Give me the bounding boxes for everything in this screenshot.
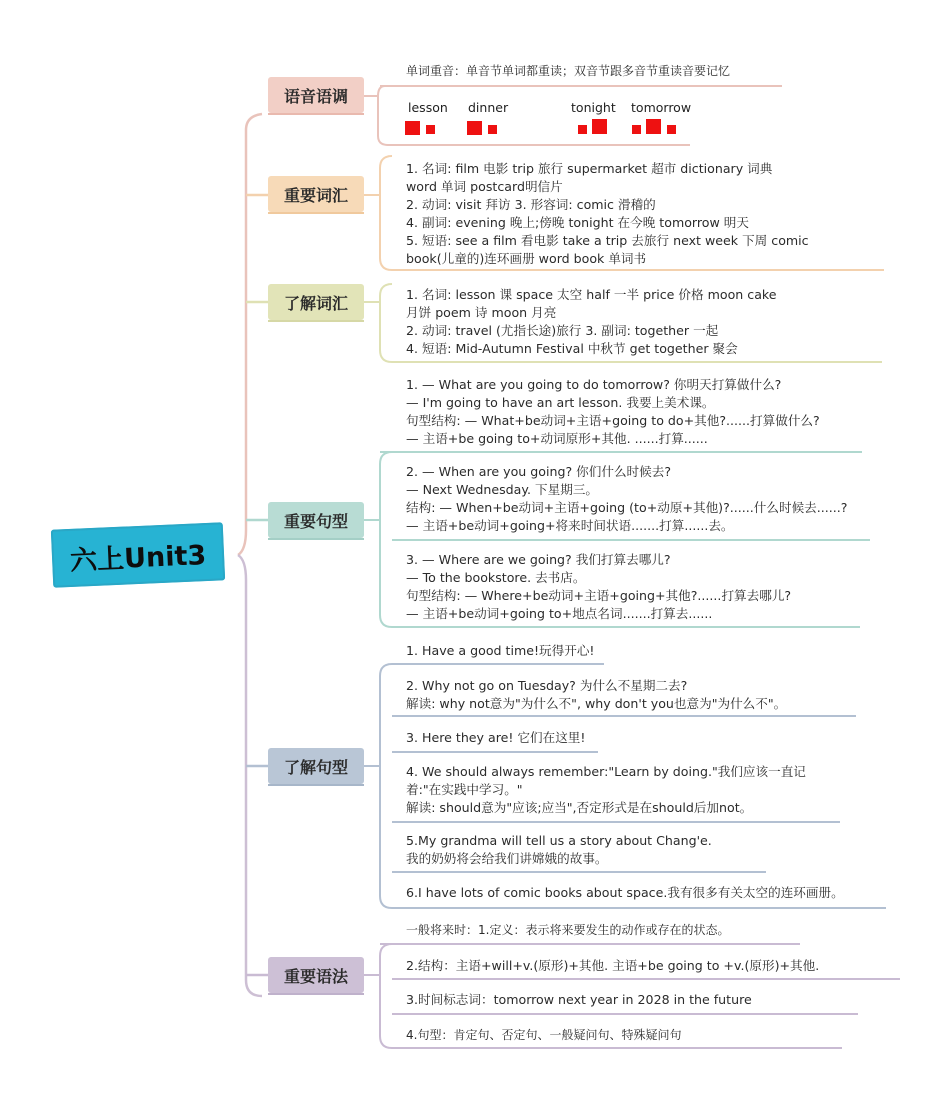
stress-mark-strong bbox=[646, 119, 661, 134]
key-vocab-line: 1. 名词: film 电影 trip 旅行 supermarket 超市 dictionary 词典 bbox=[406, 161, 773, 176]
key-sentence-1 bbox=[406, 376, 820, 448]
sentence-line: — 主语+be动词+going+将来时间状语.......打算......去。 bbox=[406, 518, 734, 533]
key-vocab-line: 5. 短语: see a film 看电影 take a trip 去旅行 next week 下周 comic bbox=[406, 233, 809, 248]
branch-key-vocab: 重要词汇 bbox=[268, 176, 364, 212]
known-vocab-line: 2. 动词: travel (尤指长途)旅行 3. 副词: together 一起 bbox=[406, 323, 719, 338]
sentence-line: 2. — When are you going? 你们什么时候去? bbox=[406, 464, 671, 479]
sentence-line: 着:"在实践中学习。" bbox=[406, 782, 523, 797]
stress-mark-weak bbox=[632, 125, 641, 134]
known-sentence-3: 3. Here they are! 它们在这里! bbox=[406, 730, 586, 745]
stress-mark-weak bbox=[578, 125, 587, 134]
sentence-line: — To the bookstore. 去书店。 bbox=[406, 570, 586, 585]
phonetics-rule: 单词重音：单音节单词都重读；双音节跟多音节重读音要记忆 bbox=[406, 64, 731, 78]
stress-mark-strong bbox=[467, 121, 482, 135]
key-sentence-3 bbox=[406, 551, 791, 623]
word-tonight: tonight bbox=[571, 100, 616, 115]
known-sentence-4 bbox=[406, 763, 806, 817]
known-sentence-6: 6.I have lots of comic books about space.我有很多有关太空的连环画册。 bbox=[406, 885, 844, 900]
sentence-line: 3. — Where are we going? 我们打算去哪儿? bbox=[406, 552, 671, 567]
sentence-line: 句型结构: — Where+be动词+主语+going+其他?......打算去哪儿? bbox=[406, 588, 792, 603]
grammar-line: 2.结构：主语+will+v.(原形)+其他. 主语+be going to +v.(原形)+其他. bbox=[406, 958, 820, 973]
branch-known-sentences: 了解句型 bbox=[268, 748, 364, 784]
key-sentence-2 bbox=[406, 463, 847, 535]
root-node bbox=[51, 522, 225, 587]
branch-key-sentences: 重要句型 bbox=[268, 502, 364, 538]
sentence-line: 解读: should意为"应该;应当",否定形式是在should后加not。 bbox=[406, 800, 753, 815]
grammar-line: 3.时间标志词：tomorrow next year in 2028 in the future bbox=[406, 992, 752, 1007]
sentence-line: 1. — What are you going to do tomorrow? 你明天打算做什么? bbox=[406, 377, 782, 392]
key-vocab-line: word 单词 postcard明信片 bbox=[406, 179, 563, 194]
sentence-line: 结构: — When+be动词+主语+going (to+动原+其他)?......什么时候去......? bbox=[406, 500, 848, 515]
word-lesson: lesson bbox=[408, 100, 448, 115]
branch-grammar: 重要语法 bbox=[268, 957, 364, 993]
sentence-line: — Next Wednesday. 下星期三。 bbox=[406, 482, 599, 497]
stress-words bbox=[0, 0, 950, 150]
known-sentence-5 bbox=[406, 832, 712, 868]
known-sentence-1: 1. Have a good time!玩得开心! bbox=[406, 643, 595, 658]
stress-mark-strong bbox=[405, 121, 420, 135]
stress-mark-weak bbox=[426, 125, 435, 134]
word-dinner: dinner bbox=[468, 100, 509, 115]
root-title: 六上Unit3 bbox=[69, 539, 207, 577]
stress-mark-weak bbox=[488, 125, 497, 134]
sentence-line: 我的奶奶将会给我们讲嫦娥的故事。 bbox=[406, 851, 608, 866]
known-vocab-line: 月饼 poem 诗 moon 月亮 bbox=[406, 305, 557, 320]
sentence-line: 4. We should always remember:"Learn by doing."我们应该一直记 bbox=[406, 764, 806, 779]
sentence-line: 解读: why not意为"为什么不", why don't you也意为"为什么不"。 bbox=[406, 696, 787, 711]
trunk-upper bbox=[238, 114, 262, 555]
known-vocab-block bbox=[406, 286, 777, 358]
sentence-line: 句型结构: — What+be动词+主语+going to do+其他?......打算做什么? bbox=[406, 413, 820, 428]
trunk-lower bbox=[238, 555, 262, 996]
branch-known-vocab: 了解词汇 bbox=[268, 284, 364, 320]
sentence-line: 5.My grandma will tell us a story about Chang'e. bbox=[406, 833, 712, 848]
known-vocab-line: 4. 短语: Mid-Autumn Festival 中秋节 get together 聚会 bbox=[406, 341, 738, 356]
known-vocab-line: 1. 名词: lesson 课 space 太空 half 一半 price 价格 moon cake bbox=[406, 287, 777, 302]
key-vocab-line: 2. 动词: visit 拜访 3. 形容词: comic 滑稽的 bbox=[406, 197, 656, 212]
key-vocab-line: 4. 副词: evening 晚上;傍晚 tonight 在今晚 tomorrow 明天 bbox=[406, 215, 749, 230]
sentence-line: — 主语+be going to+动词原形+其他. ......打算...... bbox=[406, 431, 708, 446]
word-tomorrow: tomorrow bbox=[631, 100, 692, 115]
sentence-line: — 主语+be动词+going to+地点名词.......打算去...... bbox=[406, 606, 713, 621]
stress-mark-weak bbox=[667, 125, 676, 134]
known-sentence-2 bbox=[406, 677, 786, 713]
key-vocab-line: book(儿童的)连环画册 word book 单词书 bbox=[406, 251, 647, 266]
key-vocab-block bbox=[406, 160, 809, 268]
sentence-line: 2. Why not go on Tuesday? 为什么不星期二去? bbox=[406, 678, 688, 693]
grammar-line: 一般将来时：1.定义：表示将来要发生的动作或存在的状态。 bbox=[406, 923, 730, 937]
stress-mark-strong bbox=[592, 119, 607, 134]
grammar-line: 4.句型：肯定句、否定句、一般疑问句、特殊疑问句 bbox=[406, 1028, 682, 1042]
branch-phonetics: 语音语调 bbox=[268, 77, 364, 113]
sentence-line: — I'm going to have an art lesson. 我要上美术课。 bbox=[406, 395, 715, 410]
